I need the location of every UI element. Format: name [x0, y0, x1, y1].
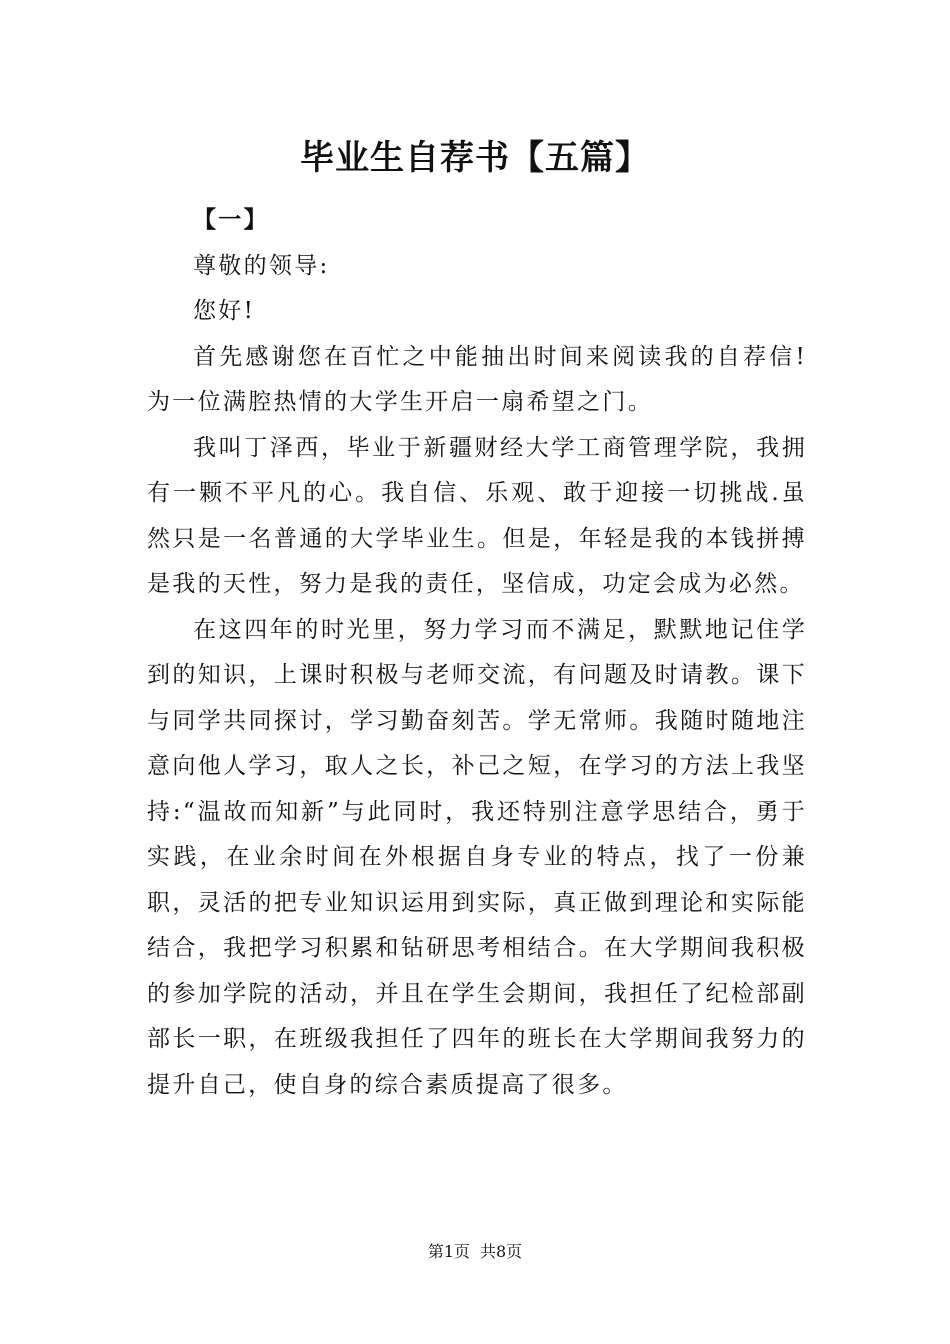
paragraph: 首先感谢您在百忙之中能抽出时间来阅读我的自荐信!为一位满腔热情的大学生开启一扇希望之门。 — [147, 343, 807, 415]
paragraph: 在这四年的时光里，努力学习而不满足，默默地记住学到的知识，上课时积极与老师交流，有问题及时请教。课下与同学共同探讨，学习勤奋刻苦。学无常师。我随时随地注意向他人学习，取人之长，补己之短，在学习的方法上我坚持:“温故而知新”与此同时，我还特别注意学思结合，勇于实践，在业余时间在外根据自身专业的特点，找了一份兼职，灵活的把专业知识运用到实际，真正做到理论和实际能结合，我把学习积累和钻研思考相结合。在大学期间我积极的参加学院的活动，并且在学生会期间，我担任了纪检部副部长一职，在班级我担任了四年的班长在大学期间我努力的提升自己，使自身的综合素质提高了很多。 — [147, 616, 807, 1098]
page-number: 第1页 — [427, 1242, 470, 1261]
document-body — [147, 198, 807, 1108]
page-count: 共8页 — [480, 1242, 523, 1261]
paragraph: 我叫丁泽西，毕业于新疆财经大学工商管理学院，我拥有一颗不平凡的心。我自信、乐观、敢于迎接一切挑战.虽然只是一名普通的大学毕业生。但是，年轻是我的本钱拼搏是我的天性，努力是我的责任，坚信成，功定会成为必然。 — [147, 434, 807, 597]
salutation: 尊敬的领导: — [193, 252, 330, 279]
section-heading: 【一】 — [193, 207, 269, 233]
document-title: 毕业生自荐书【五篇】 — [300, 138, 650, 178]
greeting: 您好! — [193, 298, 256, 324]
page-footer — [0, 1241, 950, 1263]
